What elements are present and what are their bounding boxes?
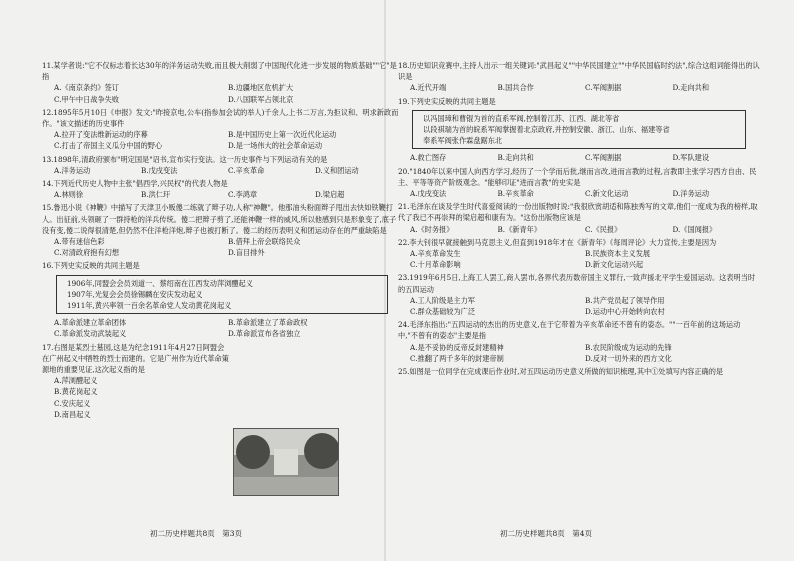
option-a: A.拉开了变法维新运动的序幕 [54,130,148,140]
option-a: A.《时务报》 [410,224,454,234]
option-b: B.农民阶级成为运动的先锋 [585,342,672,352]
question-13 [42,154,402,176]
option-c: C.对清政府抱有幻想 [54,248,120,258]
option-d: D.义和团运动 [315,165,359,175]
option-b: B.是中国历史上第一次近代化运动 [228,130,337,140]
box-line: 1907年,光复会会员徐锡麟在安庆发动起义 [67,289,203,299]
option-c: C.安庆起义 [54,398,91,408]
option-a: A.林则徐 [54,190,84,200]
option-d: D.梁启超 [315,190,345,200]
source-box [412,110,746,150]
option-b: B.洪仁玕 [141,190,171,200]
option-d: D.南昌起义 [54,409,91,419]
option-c: C.十月革命影响 [410,260,461,270]
box-line: 奉系军阀张作霖盘踞东北 [423,136,503,146]
option-b: B.民族资本主义发展 [585,249,651,259]
option-b: B.黄花岗起义 [54,387,98,397]
question-stem: 24.毛泽东指出:"五四运动的杰出的历史意义,在于它带着为辛亥革命还不曾有的姿态。""一百年前的这场运动中,"不曾有的姿态"主要是指 [398,320,741,341]
option-b: B.辛亥革命 [497,189,534,199]
option-c: C.甲午中日战争失败 [54,94,120,104]
option-c: C.辛亥革命 [228,165,265,175]
page-footer: 初二历史样题共8页 第3页 [150,529,243,538]
option-a: A.近代开端 [410,83,447,93]
option-d: D.走向共和 [672,83,710,93]
option-d: D.是一场伟大的社会革命运动 [228,141,323,151]
option-d: D.洋务运动 [672,189,710,199]
option-c: C.推翻了两千多年的封建帝制 [410,353,504,363]
question-11 [42,60,402,105]
question-17 [42,342,402,420]
option-d: D.八国联军占领北京 [228,94,294,104]
option-b: B.革命派建立了革命政权 [228,318,308,328]
question-15 [42,202,402,258]
option-a: A.带有迷信色彩 [54,237,105,247]
option-c: C.军阀割据 [585,153,622,163]
option-c: C.新文化运动 [585,189,629,199]
option-b: B.走向共和 [497,153,534,163]
option-a: A.工人阶级是主力军 [410,295,475,305]
option-a: A.是不妥协的反帝反封建精神 [410,342,504,352]
question-stem: 18.历史知识竞赛中,主持人出示一组关键词:"武昌起义""中华民国建立""中华民国临时约法",综合这组词能得出的认识是 [398,61,760,82]
option-d: D.盲目排外 [228,248,265,258]
option-a: A.洋务运动 [54,165,91,175]
question-12 [42,107,402,152]
option-c: C.革命派发动武装起义 [54,329,127,339]
question-23 [398,272,760,317]
option-b: B.借拜上帝会联络民众 [228,237,301,247]
cemetery-photo [233,428,339,496]
option-c: C.《民报》 [585,224,622,234]
question-stem: 14.下列近代历史人物中主张"倡西学,兴民权"的代表人物是 [42,179,228,189]
question-stem: 13.1898年,清政府颁布"明定国是"诏书,宣布实行变法。这一历史事件与下列运动有关的是 [42,154,328,164]
question-stem: 19.下列史实反映的共同主题是 [398,96,496,106]
question-stem: 15.鲁迅小说《神鞭》中描写了天津卫小贩傻二练就了辫子功,人称"神鞭"。他那油头粉面辫子甩出去快如铁鞭打人。出征前,头领砸了一群持枪的洋兵传统。傻二把辫子剪了,还能神鞭一样的威风,所以他感到只是形象变了,底子没有变,傻二说得很清楚,但仍然不住洋枪洋炮,辫子也被打断了。傻二的经历表明义和团运动存在的严重缺陷是 [42,203,397,235]
question-stem: 12.1895年5月10日《申报》发文:"昨接京电,公车(指参加会试的举人)千余人,上书二万言,为拒议和、明求新政而作。"该文描述的历史事件 [42,107,399,129]
option-c: C.打击了帝国主义瓜分中国的野心 [54,141,163,151]
option-d: D.运动中心开始转向农村 [585,307,665,317]
question-stem: 16.下列史实反映的共同主题是 [42,261,140,271]
question-stem: 21.毛泽东在谈及学生时代喜爱阅读的一份出版物时说:"我很欣赏胡适和陈独秀写的文章,他们一度成为我的榜样,取代了我已不再崇拜的梁启超和康有为。"这份出版物应该是 [398,202,758,223]
option-d: D.反对一切外来的西方文化 [585,353,672,363]
option-b: B.国共合作 [497,83,534,93]
question-20 [398,166,760,200]
question-stem: 23.1919年6月5日,上海工人罢工,商人罢市,各界代表历数帝国主义罪行,一致声援北平学生爱国运动。这表明当时的五四运动 [398,273,756,294]
right-page [398,60,760,379]
option-d: D.军队建设 [672,153,710,163]
option-c: C.李鸿章 [228,190,258,200]
question-stem: 17.右图是某烈士墓园,这是为纪念1911年4月27日阿盟会在广州起义中牺牲的烈士而建的。它是广州作为近代革命策源地的重要见证,这次起义指的是 [42,342,229,375]
option-a: A.革命派建立革命团体 [54,318,127,328]
option-d: D.《国闻报》 [672,224,717,234]
question-14 [42,178,402,200]
option-a: A.萍浏醴起义 [54,376,98,386]
option-d: D.新文化运动兴起 [585,260,644,270]
option-c: C.群众基础较为广泛 [410,307,476,317]
question-stem: 20."1840年以来中国人向西方学习,经历了一个学而后批,继而言改,进而言教的过程,言教即主张学习西方自由、民主、平等等资产阶级观念。"能够印证"进而言教"的史实是 [398,166,757,187]
option-c: C.军阀割据 [585,83,622,93]
box-line: 以段祺瑞为首的皖系军阀掌握着北京政府,并控制安徽、浙江、山东、福建等省 [423,125,670,135]
question-stem: 25.如图是一位同学在完成课后作业时,对五四运动历史意义所做的知识梳理,其中①处填写内容正确的是 [398,367,724,377]
option-d: D.革命派宣布各省独立 [228,329,301,339]
box-line: 1911年,黄兴率领一百余名革命党人发动黄花岗起义 [67,301,232,311]
option-a: A.救亡图存 [410,153,447,163]
question-16 [42,260,402,339]
source-box [56,275,388,315]
option-b: B.共产党员起了领导作用 [585,295,665,305]
option-a: A.辛亥革命发生 [410,249,461,259]
left-page [42,60,402,422]
question-19 [398,96,760,164]
option-a: A.《南京条约》签订 [54,83,119,93]
option-b: B.戊戌变法 [141,165,178,175]
question-18 [398,60,760,94]
question-24 [398,319,760,364]
option-b: B.边疆地区危机扩大 [228,83,294,93]
question-stem: 22.李大钊很早就接触到马克思主义,但直到1918年才在《新青年》《每周评论》大力宣传,主要是因为 [398,237,717,247]
box-line: 1906年,同盟会会员刘道一、蔡绍南在江西发动萍浏醴起义 [67,278,253,288]
page-footer: 初二历史样题共8页 第4页 [500,529,593,538]
question-22 [398,237,760,271]
question-21 [398,201,760,235]
option-b: B.《新青年》 [497,224,542,234]
box-line: 以冯国璋和曹锟为首的直系军阀,控制着江苏、江西、湖北等省 [423,113,620,123]
question-stem: 11.某学者说:"它不仅标志着长达30年的洋务运动失败,而且极大削弱了中国现代化进一步发展的物质基础""它"是指 [42,61,397,82]
option-a: A.戊戌变法 [410,189,447,199]
question-25 [398,366,760,377]
